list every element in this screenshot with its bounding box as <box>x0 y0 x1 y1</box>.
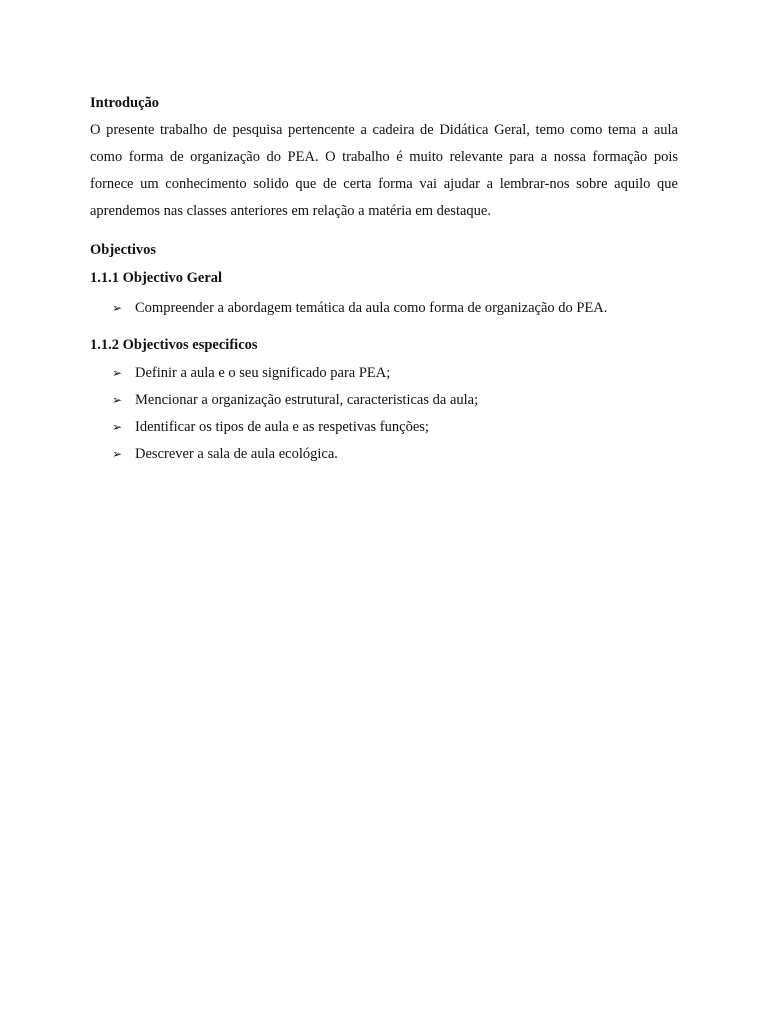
intro-heading: Introdução <box>90 95 160 111</box>
list-item-text: Definir a aula e o seu significado para PEA; <box>135 365 391 381</box>
arrowhead-bullet-icon: ➢ <box>112 301 123 315</box>
objectives-heading: Objectivos <box>90 242 157 258</box>
list-item <box>90 360 678 387</box>
general-objective-list <box>90 295 678 322</box>
intro-paragraph: O presente trabalho de pesquisa pertencente a cadeira de Didática Geral, temo como tema a aula como forma de organização do PEA. O trabalho é muito relevante para a nossa formação pois fornece um conhecimento solido que de certa forma vai ajudar a lembrar-nos sobre aquilo que aprendemos nas classes anteriores em relação a matéria em destaque. <box>90 122 678 219</box>
arrowhead-bullet-icon: ➢ <box>112 447 123 461</box>
document-content <box>90 92 678 468</box>
arrowhead-bullet-icon: ➢ <box>112 366 123 380</box>
arrowhead-bullet-icon: ➢ <box>112 393 123 407</box>
list-item <box>90 387 678 414</box>
list-item <box>90 414 678 441</box>
list-item-text: Identificar os tipos de aula e as respetivas funções; <box>135 419 429 435</box>
specific-objectives-heading: 1.1.2 Objectivos especificos <box>90 337 258 353</box>
list-item-text: Descrever a sala de aula ecológica. <box>135 446 338 462</box>
list-item <box>90 295 678 322</box>
list-item-text: Mencionar a organização estrutural, caracteristicas da aula; <box>135 392 479 408</box>
list-item-text: Compreender a abordagem temática da aula como forma de organização do PEA. <box>135 300 608 316</box>
general-objective-heading: 1.1.1 Objectivo Geral <box>90 270 223 286</box>
specific-objectives-list <box>90 360 678 468</box>
arrowhead-bullet-icon: ➢ <box>112 420 123 434</box>
list-item <box>90 441 678 468</box>
